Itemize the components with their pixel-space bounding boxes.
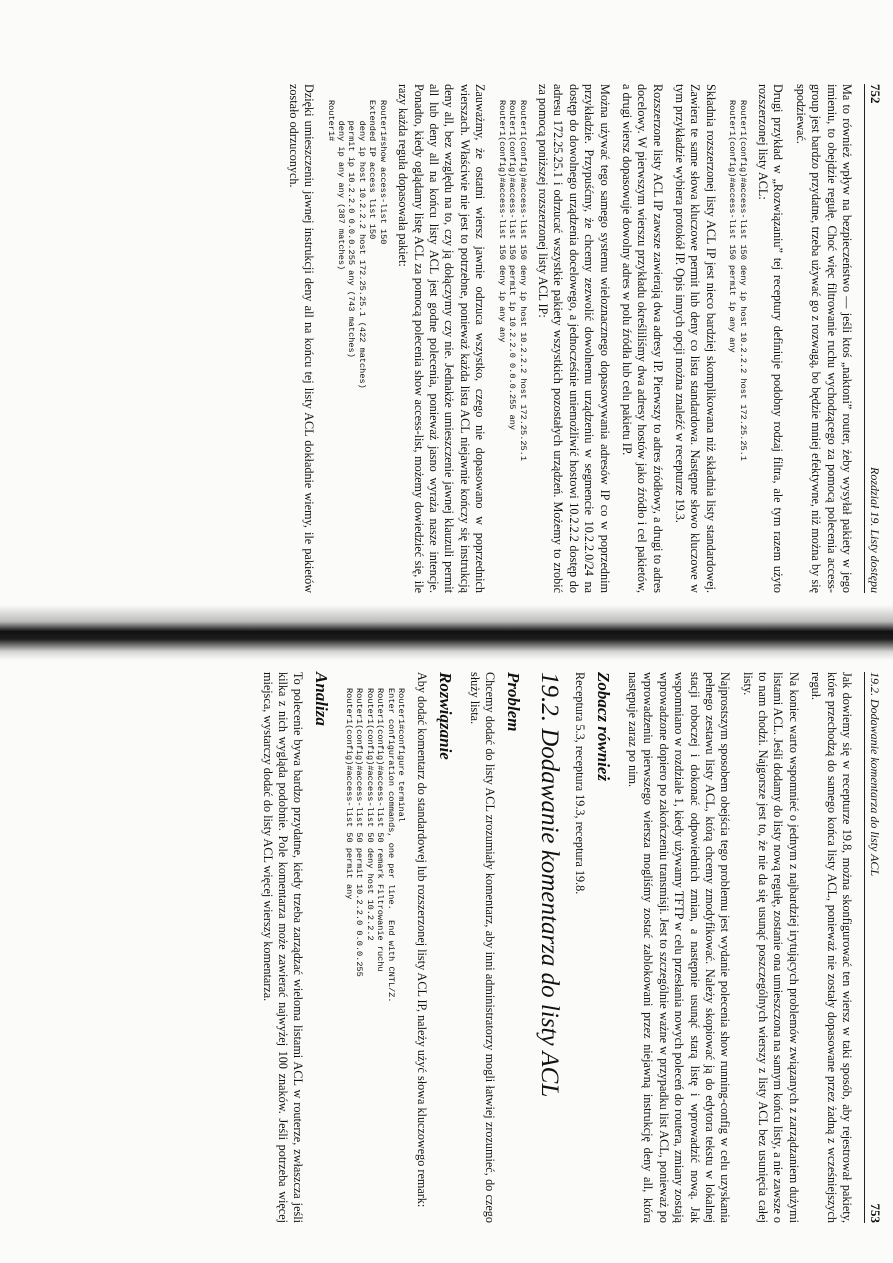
solution-code-block: Router1#configure terminal Enter configuration commands, one per line. End with CNTL/Z. Router1(config)#access-list 50 remark Filtrowanie ruchu Router1(config)#access-list 50 deny host 10.2.2.2 Router1(config)#access-list 50 permit 10.2.2.0 0.0.0.255 Router1(config)#access-list 50 permit any <box>343 688 407 1003</box>
recipe-title: 19.2. Dodawanie komentarza do listy ACL <box>536 672 564 1098</box>
left-running-head: Rozdział 19. Listy dostępu <box>868 466 882 593</box>
left-paragraph-2: Drugi przykład w „Rozwiązaniu” tej receptury definiuje podobny rodzaj filtra, ale tym razem użyto rozszerzonej listy ACL: <box>756 84 786 593</box>
left-paragraph-3: Składnia rozszerzonej listy ACL IP jest nieco bardziej skomplikowana niż składnia listy standardowej. Zawiera te same słowa kluczowe permit lub deny co lista standardowa. Następne słowo kluczowe w tym przykładzie wybiera protokół IP. Opis innych opcji można znaleźć w recepturze 19.3. <box>673 84 718 593</box>
right-page <box>0 650 893 1263</box>
analysis-text: To polecenie bywa bardzo przydatne, kiedy trzeba zarządzać wieloma listami ACL w routerze, zwłaszcza jeśli kilka z nich wygląda podobnie. Pole komentarza może zawierać najwyżej 100 znaków. Jeśli potrzeba więcej miejsca, wystarczy dodać do listy ACL więcej wierszy komentarza. <box>260 672 306 1223</box>
left-code-block-3: Router1#show access-list 150 Extended IP access list 150 deny ip host 10.2.2.2 host 172.25.25.1 (422 matches) permit ip 10.2.2.0 0.0.0.255 any (743 matches) deny ip any any (387 matches) Router1# <box>325 100 388 389</box>
right-paragraph-3: Najprostszym sposobem obejścia tego problemu jest wydanie polecenia show running-config w celu uzyskania pełnego zestawu listy ACL, którą chcemy zmodyfikować. Należy skopiować ją do edytora tekstu w lokalnej stacji roboczej i dokonać odpowiednich zmian, a następnie usunąć starą listę i wprowadzić nową. Jak wspomniano w rozdziale 1, kiedy używamy TFTP w celu przesłania nowych poleceń do routera, zmiany zostają wprowadzone dopiero po zakończeniu transmisji. Jest to szczególnie ważne w przypadku list ACL, ponieważ po wprowadzeniu pierwszego wiersza mogliśmy zostać zablokowani przez niejawną instrukcję deny all, która następuje zaraz po nim. <box>626 672 733 1223</box>
problem-heading: Problem <box>504 672 524 732</box>
left-paragraph-7: Dzięki umieszczeniu jawnej instrukcji deny all na końcu tej listy ACL dokładnie wiemy, ile pakietów zostało odrzuconych. <box>286 84 317 593</box>
see-also-text: Receptura 5.3, receptura 19.3, receptura 19.8. <box>572 672 587 895</box>
left-page <box>0 0 893 615</box>
left-code-block-2: Router1(config)#access-list 150 deny ip host 10.2.2.2 host 172.25.25.1 Router1(config)#access-list 150 permit ip 10.2.2.0 0.0.0.255 any Router1(config)#access-list 150 deny ip any any <box>496 100 528 461</box>
left-paragraph-4: Rozszerzone listy ACL IP zawsze zawierają dwa adresy IP. Pierwszy to adres źródłowy, a drugi to adres docelowy. W pierwszym wierszu przykładu określiliśmy dwa adresy hostów jako źródło i cel pakietów, a drugi wiersz dopasowuje dowolny adres w polu źródła lub celu pakietu IP. <box>619 84 665 593</box>
left-paragraph-1: Ma to również wpływ na bezpieczeństwo — jeśli ktoś „naktoni” router, żeby wysyłał pakiety w jego imieniu, to obejdzie regułę. Choć więc filtrowanie ruchu wychodzącego za pomocą polecenia access-group jest bardzo przydatne, trzeba używać go z rozwagą, bo będzie mniej efektywne, niż można by się spodziewać. <box>793 84 854 593</box>
left-page-number: 752 <box>868 84 883 104</box>
left-paragraph-6: Zauważmy, że ostatni wiersz jawnie odrzuca wszystko, czego nie dopasowano w poprzednich wierszach. Właściwie nie jest to potrzebne, ponieważ każda lista ACL niejawnie kończy się instrukcją deny all, bez względu na to, czy ją dołączymy czy nie. Jednakże umieszczenie jawnej klauzuli permit all lub deny all na końcu listy ACL jest godne polecenia, ponieważ jasno wyraża nasze intencje. Ponadto, kiedy oglądamy listę ACL za pomocą polecenia show access-list, możemy dowiedzieć się, ile razy każda reguła dopasowała pakiet: <box>396 84 488 593</box>
solution-text: Aby dodać komentarz do standardowej lub rozszerzonej listy ACL IP, należy użyć słowa kluczowego remark: <box>414 672 429 1208</box>
left-code-block-1: Router1(config)#access-list 150 deny ip host 10.2.2.2 host 172.25.25.1 Router1(config)#access-list 150 permit ip any any <box>727 100 748 461</box>
right-paragraph-2: Na koniec warto wspomnieć o jednym z najbardziej irytujących problemów związanych z zarządzaniem dużymi listami ACL. Jeśli dodamy do listy nową regułę, zostanie ona umieszczona na samym końcu listy, a nie zawsze o to nam chodzi. Najgorsze jest to, że nie da się usunąć poszczególnych wierszy z listy ACL bez usunięcia całej listy. <box>740 672 801 1223</box>
problem-text: Chcemy dodać do listy ACL zrozumiały komentarz, aby inni administratorzy mogli łatwiej zrozumieć, do czego służy lista. <box>468 672 498 1223</box>
right-page-number: 753 <box>868 1203 883 1223</box>
right-page-header <box>864 672 883 1223</box>
left-page-header <box>864 84 883 593</box>
right-paragraph-1: Jak dowiemy się w recepturze 19.8, można skonfigurować ten wiersz w taki sposób, aby rejestrował pakiety, które przechodzą do samego końca listy ACL, ponieważ nie zostały dopasowane przez żadną z wcześniejszych reguł. <box>809 672 854 1223</box>
right-running-head: 19.2. Dodawanie komentarza do listy ACL <box>868 672 882 877</box>
solution-heading: Rozwiązanie <box>435 672 455 760</box>
left-paragraph-5: Można używać tego samego systemu wieloznacznego dopasowywania adresów IP co w poprzednim przykładzie. Przypuśćmy, że chcemy zezwolić dowolnemu urządzeniu w segmencie 10.2.2.0/24 na dostęp do dowolnego urządzenia docelowego, a jednocześnie uniemożliwić hostowi 10.2.2.2 dostęp do adresu 172.25.25.1 i odrzucać wszystkie pakiety wszystkich pozostałych urządzeń. Możemy to zrobić za pomocą poniższej rozszerzonej listy ACL IP: <box>536 84 612 593</box>
analysis-heading: Analiza <box>312 672 332 726</box>
see-also-heading: Zobacz również <box>593 672 613 782</box>
